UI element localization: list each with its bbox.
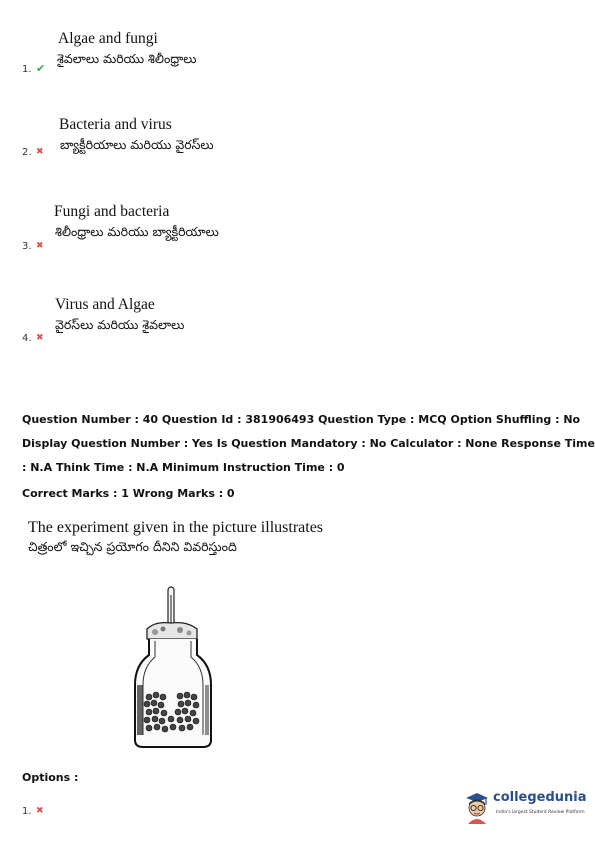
cross-icon: ✖	[36, 147, 44, 157]
experiment-figure	[125, 585, 245, 750]
question-text-english: The experiment given in the picture illustrates	[28, 519, 324, 536]
option-2-english: Bacteria and virus	[59, 116, 172, 133]
next-option-1-number: 1.	[22, 806, 32, 817]
collegedunia-logo	[462, 788, 587, 828]
option-1-english: Algae and fungi	[58, 30, 158, 47]
bottle-thermometer-illustration	[125, 585, 245, 750]
mascot-icon	[462, 788, 492, 824]
question-meta-line-1: Question Number : 40 Question Id : 381906493 Question Type : MCQ Option Shuffling : No	[22, 413, 581, 426]
options-label: Options :	[22, 771, 79, 784]
option-4-english: Virus and Algae	[55, 296, 155, 313]
option-3-english: Fungi and bacteria	[54, 203, 170, 220]
option-3-number: 3.	[22, 241, 32, 252]
question-meta-line-3: : N.A Think Time : N.A Minimum Instruction Time : 0	[22, 461, 345, 474]
option-2-telugu: బ్యాక్టీరియాలు మరియు వైరస్‌లు	[60, 137, 214, 152]
option-2-number: 2.	[22, 147, 32, 158]
option-4-telugu: వైరస్‌లు మరియు శైవలాలు	[55, 317, 185, 332]
option-3-telugu: శిలీంధ్రాలు మరియు బ్యాక్టీరియాలు	[55, 224, 219, 239]
question-meta-line-2: Display Question Number : Yes Is Question Mandatory : No Calculator : None Response Time	[22, 437, 595, 450]
option-1-number: 1.	[22, 64, 32, 75]
question-text-telugu: చిత్రంలో ఇచ్చిన ప్రయోగం దీనిని వివరిస్తుంది	[28, 539, 237, 554]
cross-icon: ✖	[36, 806, 44, 816]
logo-wordmark: collegedunia	[493, 790, 587, 805]
question-marks: Correct Marks : 1 Wrong Marks : 0	[22, 487, 235, 500]
cross-icon: ✖	[36, 241, 44, 251]
option-1-telugu: శైవలాలు మరియు శిలీంధ్రాలు	[57, 51, 197, 66]
check-icon: ✔	[36, 62, 46, 75]
cross-icon: ✖	[36, 333, 44, 343]
option-4-number: 4.	[22, 333, 32, 344]
logo-tagline: India's largest Student Review Platform	[496, 810, 585, 815]
